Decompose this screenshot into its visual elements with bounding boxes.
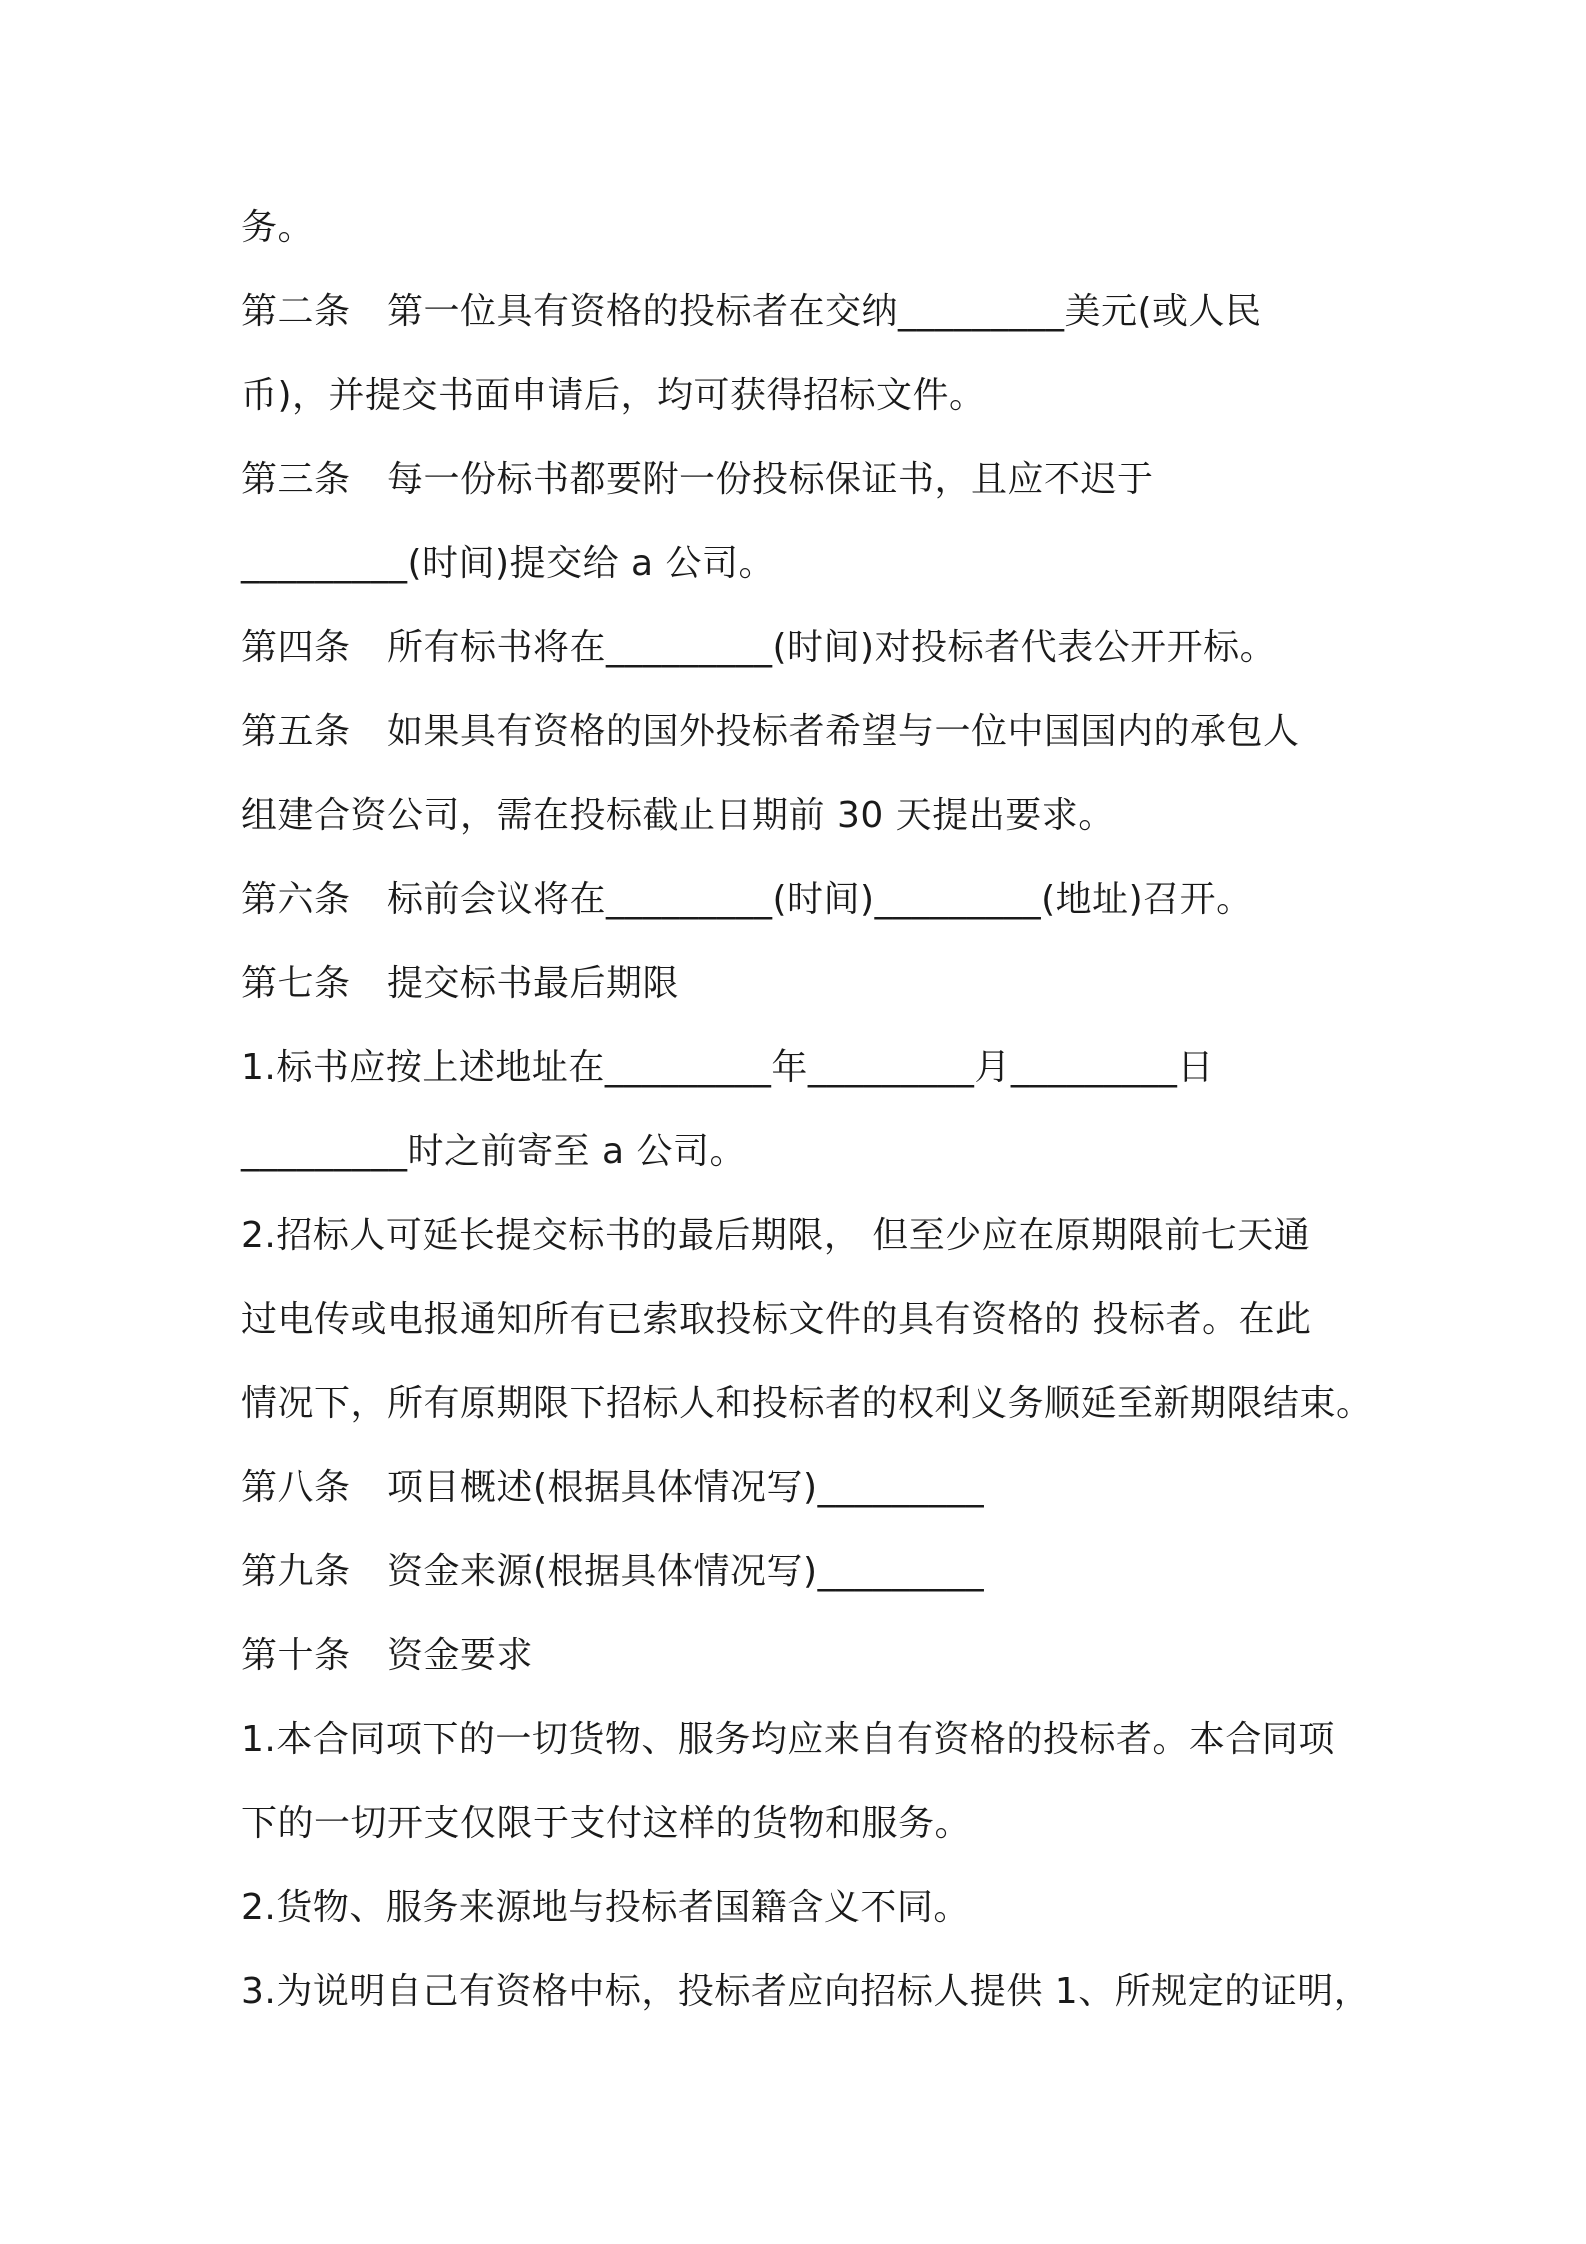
article-5-line-1: 第五条 如果具有资格的国外投标者希望与一位中国国内的承包人 <box>241 711 1300 752</box>
article-7-item-2-line-1: 2.招标人可延长提交标书的最后期限， 但至少应在原期限前七天通 <box>241 1215 1311 1256</box>
article-5-line-2: 组建合资公司，需在投标截止日期前 30 天提出要求。 <box>241 795 1115 836</box>
article-10-item-3-line: 3.为说明自己有资格中标，投标者应向招标人提供 1、所规定的证明， <box>241 1971 1371 2012</box>
article-7-item-1-line-2: _________时之前寄至 a 公司。 <box>241 1131 746 1172</box>
article-3-line-1: 第三条 每一份标书都要附一份投标保证书，且应不迟于 <box>241 459 1154 500</box>
article-7-item-2-line-3: 情况下，所有原期限下招标人和投标者的权利义务顺延至新期限结束。 <box>241 1383 1373 1424</box>
article-7-heading: 第七条 提交标书最后期限 <box>241 963 680 1004</box>
text-line-continuation: 务。 <box>241 207 315 248</box>
article-10-item-1-line-2: 下的一切开支仅限于支付这样的货物和服务。 <box>241 1803 972 1844</box>
article-10-heading: 第十条 资金要求 <box>241 1635 534 1676</box>
article-3-line-2: _________(时间)提交给 a 公司。 <box>241 543 776 584</box>
article-2-line-2: 币)，并提交书面申请后，均可获得招标文件。 <box>241 375 986 416</box>
article-4-line: 第四条 所有标书将在_________(时间)对投标者代表公开开标。 <box>241 627 1277 668</box>
article-2-line-1: 第二条 第一位具有资格的投标者在交纳_________美元(或人民 <box>241 291 1262 332</box>
article-10-item-2-line: 2.货物、服务来源地与投标者国籍含义不同。 <box>241 1887 970 1928</box>
article-10-item-1-line-1: 1.本合同项下的一切货物、服务均应来自有资格的投标者。本合同项 <box>241 1719 1335 1760</box>
article-7-item-2-line-2: 过电传或电报通知所有已索取投标文件的具有资格的 投标者。在此 <box>241 1299 1312 1340</box>
article-7-item-1-line-1: 1.标书应按上述地址在_________年_________月_________日 <box>241 1047 1214 1088</box>
article-6-line: 第六条 标前会议将在_________(时间)_________(地址)召开。 <box>241 879 1253 920</box>
article-8-line: 第八条 项目概述(根据具体情况写)_________ <box>241 1467 985 1508</box>
article-9-line: 第九条 资金来源(根据具体情况写)_________ <box>241 1551 985 1592</box>
